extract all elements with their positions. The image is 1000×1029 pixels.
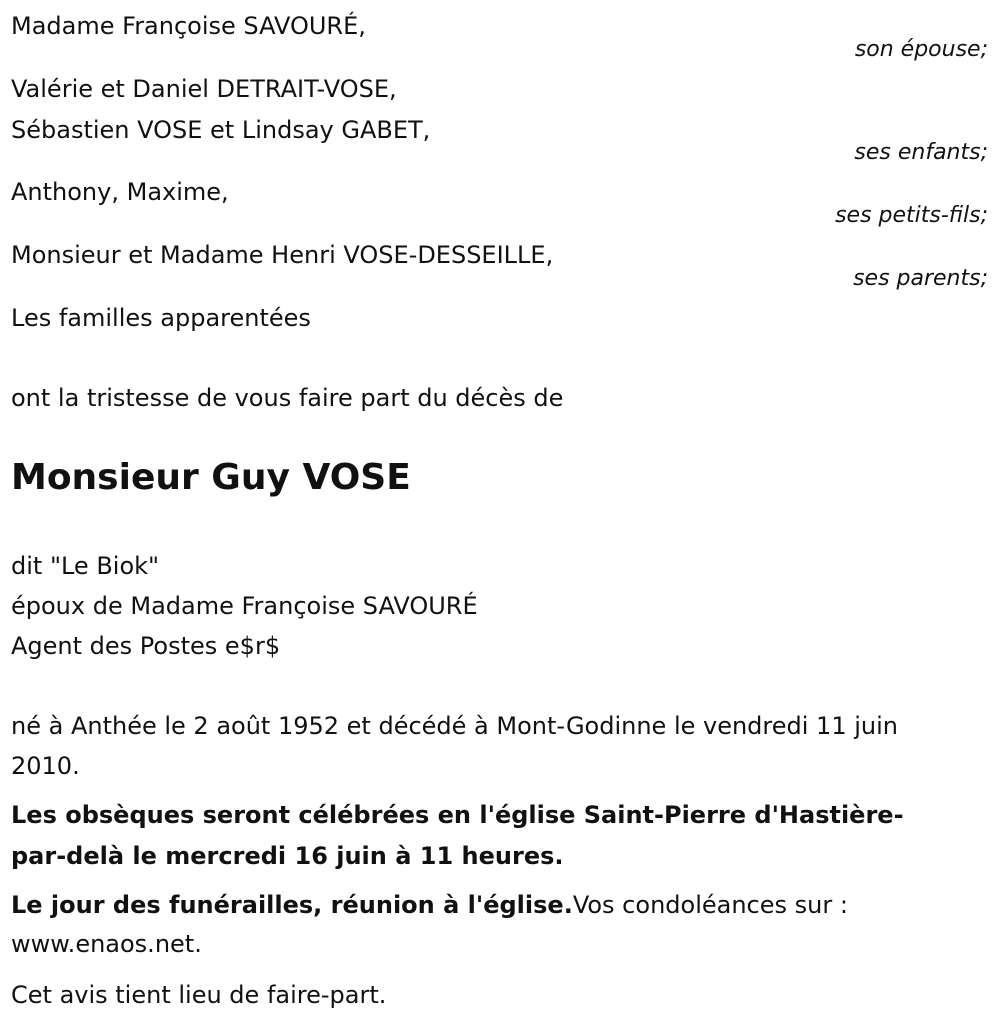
detail-line: dit "Le Biok" [11,552,160,580]
announcer-role: ses enfants; [854,140,988,165]
detail-line: Agent des Postes e$r$ [11,632,281,660]
funeral-line: par-delà le mercredi 16 juin à 11 heures. [11,842,564,870]
announcer-name: Sébastien VOSE et Lindsay GABET, [11,116,431,144]
announcer-name: Valérie et Daniel DETRAIT-VOSE, [11,75,397,103]
closing-text: Cet avis tient lieu de faire-part. [11,981,387,1009]
announcer-role: ses petits-fils; [835,203,988,228]
announcer-name: Monsieur et Madame Henri VOSE-DESSEILLE, [11,241,554,269]
meeting-bold-text: Le jour des funérailles, réunion à l'église. [11,891,573,919]
website-link[interactable]: www.enaos.net. [11,930,202,958]
announcement-text: ont la tristesse de vous faire part du décès de [11,384,564,412]
meeting-line [11,891,848,919]
detail-line: époux de Madame Françoise SAVOURÉ [11,592,478,620]
deceased-name: Monsieur Guy VOSE [11,457,411,498]
announcer-name: Madame Françoise SAVOURÉ, [11,12,366,40]
announcer-name: Anthony, Maxime, [11,178,229,206]
funeral-line: Les obsèques seront célébrées en l'église Saint-Pierre d'Hastière- [11,801,904,829]
announcer-role: son épouse; [854,37,988,62]
birth-death-line: né à Anthée le 2 août 1952 et décédé à Mont-Godinne le vendredi 11 juin [11,712,898,740]
birth-death-line: 2010. [11,752,80,780]
announcer-name: Les familles apparentées [11,304,311,332]
condolences-text: Vos condoléances sur : [572,891,848,919]
announcer-role: ses parents; [853,266,988,291]
